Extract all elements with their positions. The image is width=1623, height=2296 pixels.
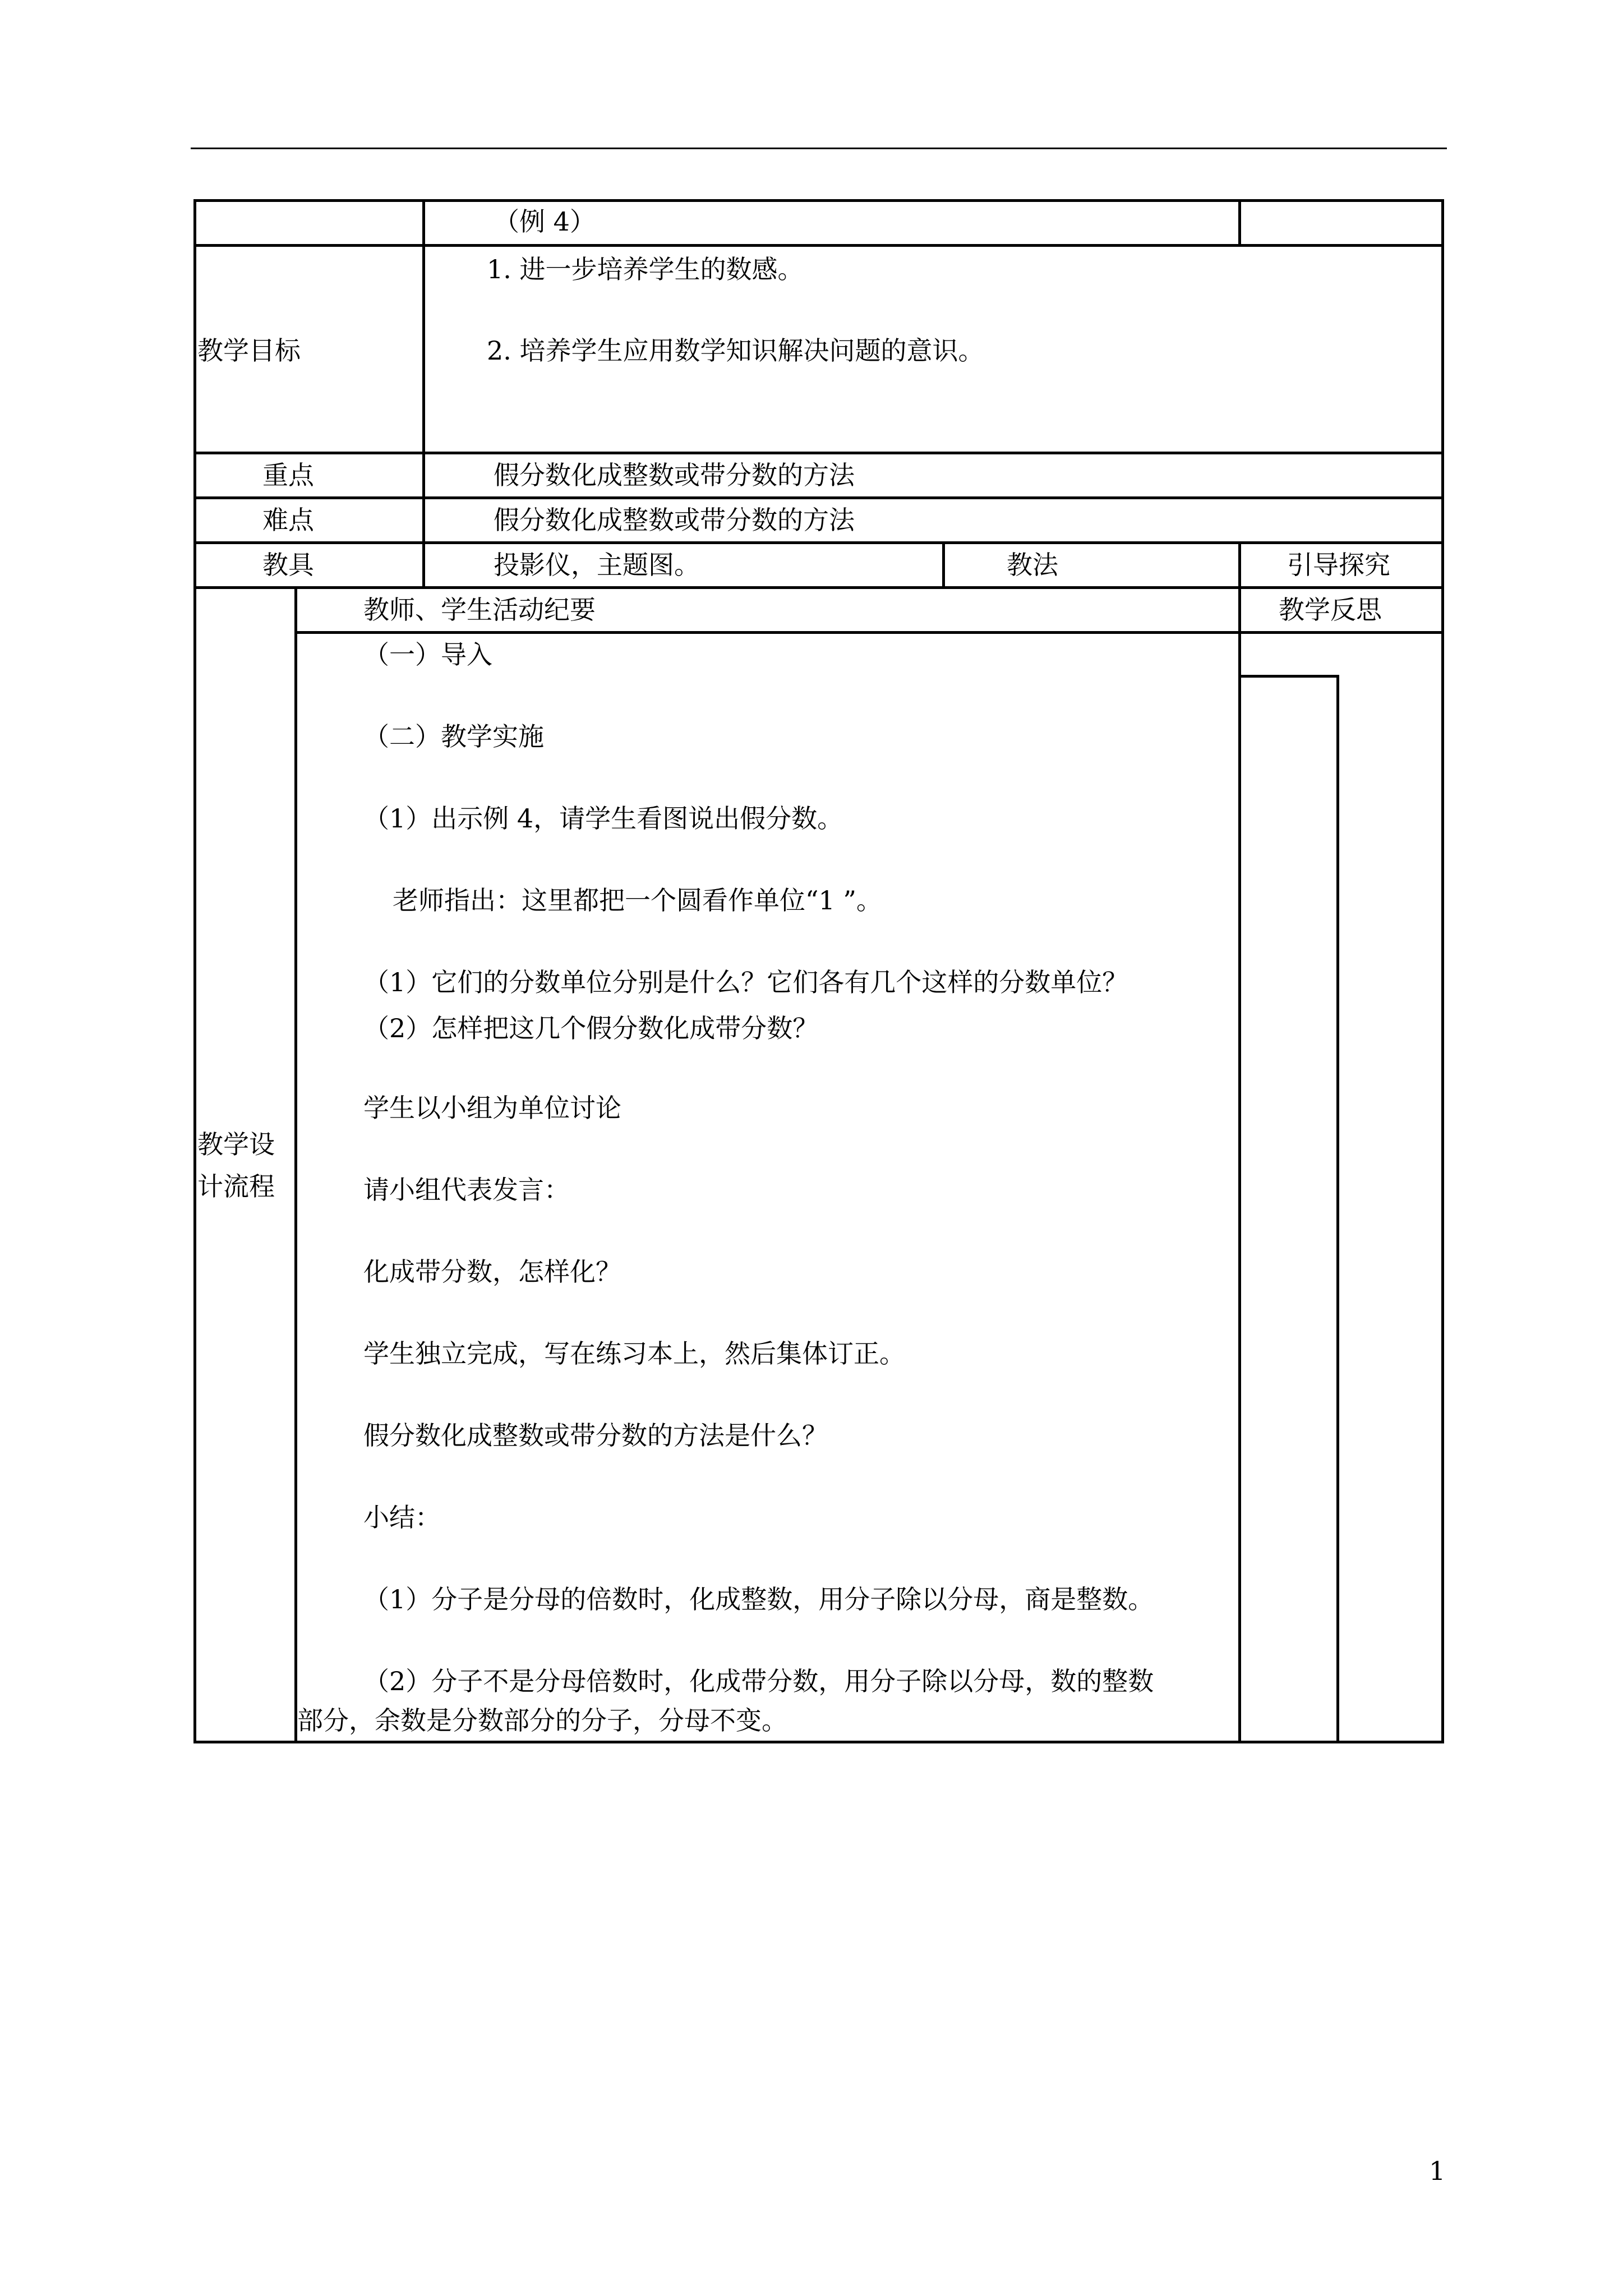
flow-line: （2）分子不是分母倍数时，化成带分数，用分子除以分母，数的整数 bbox=[363, 1666, 1154, 1696]
difficulty-label: 难点 bbox=[262, 505, 314, 535]
tools-content: 投影仪，主题图。 bbox=[494, 550, 700, 580]
table-line bbox=[1441, 199, 1444, 676]
method-label: 教法 bbox=[1007, 550, 1058, 580]
flow-line: 部分，余数是分数部分的分子，分母不变。 bbox=[297, 1705, 787, 1736]
key-point-label: 重点 bbox=[262, 460, 314, 490]
method-value: 引导探究 bbox=[1287, 550, 1390, 580]
objectives-label: 教学目标 bbox=[197, 335, 301, 366]
activity-header: 教师、学生活动纪要 bbox=[363, 595, 596, 625]
table-line bbox=[193, 244, 1444, 247]
flow-label-line-2: 计流程 bbox=[197, 1171, 275, 1202]
objective-item-2: 2. 培养学生应用数学知识解决问题的意识。 bbox=[487, 335, 984, 366]
table-line bbox=[942, 541, 945, 589]
flow-line: （二）教学实施 bbox=[363, 721, 544, 752]
flow-label-line-1: 教学设 bbox=[197, 1129, 275, 1159]
table-line bbox=[422, 199, 425, 589]
flow-line: 学生独立完成，写在练习本上，然后集体订正。 bbox=[363, 1338, 905, 1369]
flow-line: （1）分子是分母的倍数时，化成整数，用分子除以分母，商是整数。 bbox=[363, 1584, 1154, 1614]
flow-line: 小结： bbox=[363, 1502, 441, 1533]
reflection-header: 教学反思 bbox=[1279, 595, 1382, 625]
table-line bbox=[294, 631, 1444, 634]
difficulty-content: 假分数化成整数或带分数的方法 bbox=[494, 505, 855, 535]
flow-line: （1）出示例 4，请学生看图说出假分数。 bbox=[363, 803, 843, 834]
table-line bbox=[1238, 199, 1241, 247]
table-line bbox=[294, 586, 297, 1743]
table-line bbox=[193, 586, 1444, 589]
flow-line: （一）导入 bbox=[363, 639, 492, 670]
page-number: 1 bbox=[1429, 2156, 1446, 2186]
flow-line: 学生以小组为单位讨论 bbox=[363, 1093, 621, 1123]
table-line bbox=[1441, 676, 1444, 1743]
table-line bbox=[1238, 675, 1339, 678]
objective-item-1: 1. 进一步培养学生的数感。 bbox=[487, 254, 804, 284]
table-line bbox=[193, 452, 1444, 454]
example-label: （例 4） bbox=[494, 206, 596, 237]
key-point-content: 假分数化成整数或带分数的方法 bbox=[494, 460, 855, 490]
table-line bbox=[193, 199, 196, 1743]
flow-line: 请小组代表发言： bbox=[363, 1175, 570, 1205]
table-line bbox=[193, 541, 1444, 544]
table-line bbox=[193, 496, 1444, 499]
tools-label: 教具 bbox=[262, 550, 314, 580]
table-line bbox=[1336, 675, 1339, 1743]
flow-line: （1）它们的分数单位分别是什么？它们各有几个这样的分数单位？ bbox=[363, 967, 1128, 997]
flow-line: 假分数化成整数或带分数的方法是什么？ bbox=[363, 1420, 828, 1451]
flow-line: （2）怎样把这几个假分数化成带分数？ bbox=[363, 1013, 819, 1043]
table-line bbox=[193, 1741, 1444, 1743]
table-line bbox=[193, 199, 1444, 202]
flow-line: 化成带分数，怎样化？ bbox=[363, 1257, 621, 1287]
flow-line: 老师指出：这里都把一个圆看作单位“1 ”。 bbox=[393, 885, 882, 915]
table-line bbox=[1238, 541, 1241, 1743]
